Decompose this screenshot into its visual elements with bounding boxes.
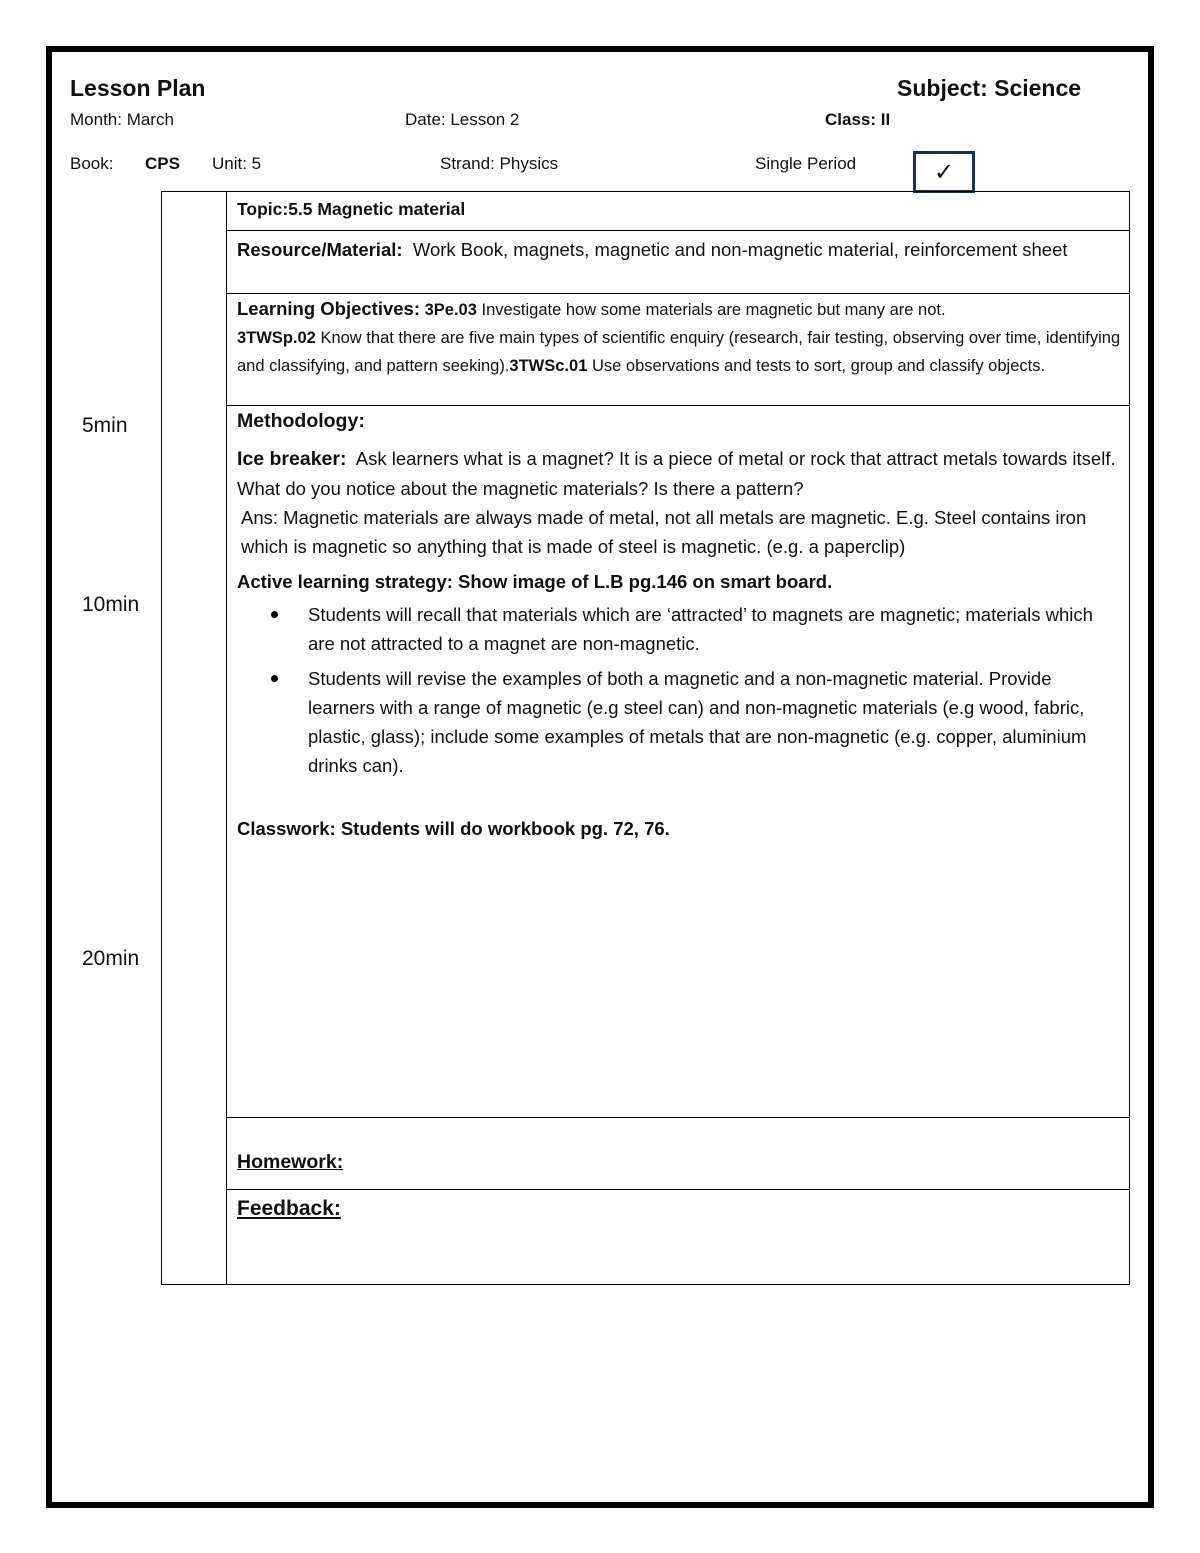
- book-label: Book:: [70, 154, 114, 173]
- unit-label: Unit: 5: [212, 154, 262, 173]
- list-item: Students will recall that materials which are ‘attracted’ to magnets are magnetic; materials which are not attracted to a magnet are non-magnetic.: [237, 600, 1122, 658]
- lesson-plan-title: Lesson Plan: [70, 75, 206, 101]
- objective-text-1: Investigate how some materials are magnetic but many are not.: [481, 301, 946, 319]
- period-label: Single Period: [755, 154, 857, 173]
- row-divider: [226, 293, 1130, 294]
- ice-breaker: [237, 444, 1122, 474]
- pattern-answer: Ans: Magnetic materials are always made of metal, not all metals are magnetic. E.g. Steel contains iron which is magnetic so anything that is made of steel is magnetic. (e.g. a paperclip): [241, 507, 1087, 557]
- single-period-checkbox[interactable]: [913, 151, 975, 193]
- methodology-label: Methodology:: [237, 410, 365, 432]
- classwork: Classwork: Students will do workbook pg. 72, 76.: [237, 818, 670, 839]
- month-label: Month: March: [70, 110, 174, 129]
- strand-label: Strand: Physics: [440, 154, 559, 173]
- objectives-row: [237, 295, 1122, 380]
- resource-label: Resource/Material:: [237, 239, 403, 260]
- subject-label: Subject: Science: [897, 75, 1082, 101]
- objective-text-3: Use observations and tests to sort, group and classify objects.: [591, 357, 1046, 375]
- ice-breaker-label: Ice breaker:: [237, 448, 347, 470]
- homework-label: Homework:: [237, 1151, 344, 1173]
- objective-text-2: Know that there are five main types of scientific enquiry (research, fair testing, observing over time, identifying and classifying, and pattern seeking).: [237, 329, 1121, 375]
- time-20min: 20min: [82, 947, 140, 970]
- feedback-label: Feedback:: [237, 1197, 341, 1220]
- list-item: Students will revise the examples of both a magnetic and a non-magnetic material. Provide learners with a range of magnetic (e.g steel can) and non-magnetic materials (e.g wood, fabric, plastic, glass); include some examples of metals that are non-magnetic (e.g. copper, aluminium drinks can).: [237, 664, 1122, 780]
- objective-code-2: 3TWSp.02: [237, 329, 316, 347]
- strategy-list: [237, 600, 1122, 780]
- resource-row: [237, 235, 1122, 264]
- topic-label: Topic:: [237, 199, 289, 219]
- objective-code-1: 3Pe.03: [424, 301, 477, 319]
- time-10min: 10min: [82, 593, 140, 616]
- resource-value: Work Book, magnets, magnetic and non-magnetic material, reinforcement sheet: [412, 239, 1068, 260]
- row-divider: [226, 1117, 1130, 1118]
- active-learning-strategy: Active learning strategy: Show image of L.B pg.146 on smart board.: [237, 571, 833, 592]
- date-label: Date: Lesson 2: [405, 110, 520, 129]
- row-divider: [226, 230, 1130, 231]
- time-5min: 5min: [82, 414, 128, 437]
- topic-value: 5.5 Magnetic material: [288, 199, 466, 219]
- methodology-section: [237, 407, 1122, 843]
- book-value: CPS: [145, 154, 180, 173]
- pattern-question: What do you notice about the magnetic materials? Is there a pattern?: [237, 478, 804, 499]
- topic-row: [237, 195, 1122, 224]
- class-label: Class: II: [825, 110, 891, 129]
- ice-breaker-text: Ask learners what is a magnet? It is a piece of metal or rock that attract metals towards itself.: [355, 448, 1116, 469]
- row-divider: [226, 1189, 1130, 1190]
- table-divider: [226, 191, 227, 1285]
- row-divider: [226, 405, 1130, 406]
- objectives-label: Learning Objectives:: [237, 298, 420, 319]
- check-icon: ✓: [933, 158, 955, 186]
- objective-code-3: 3TWSc.01: [509, 357, 588, 375]
